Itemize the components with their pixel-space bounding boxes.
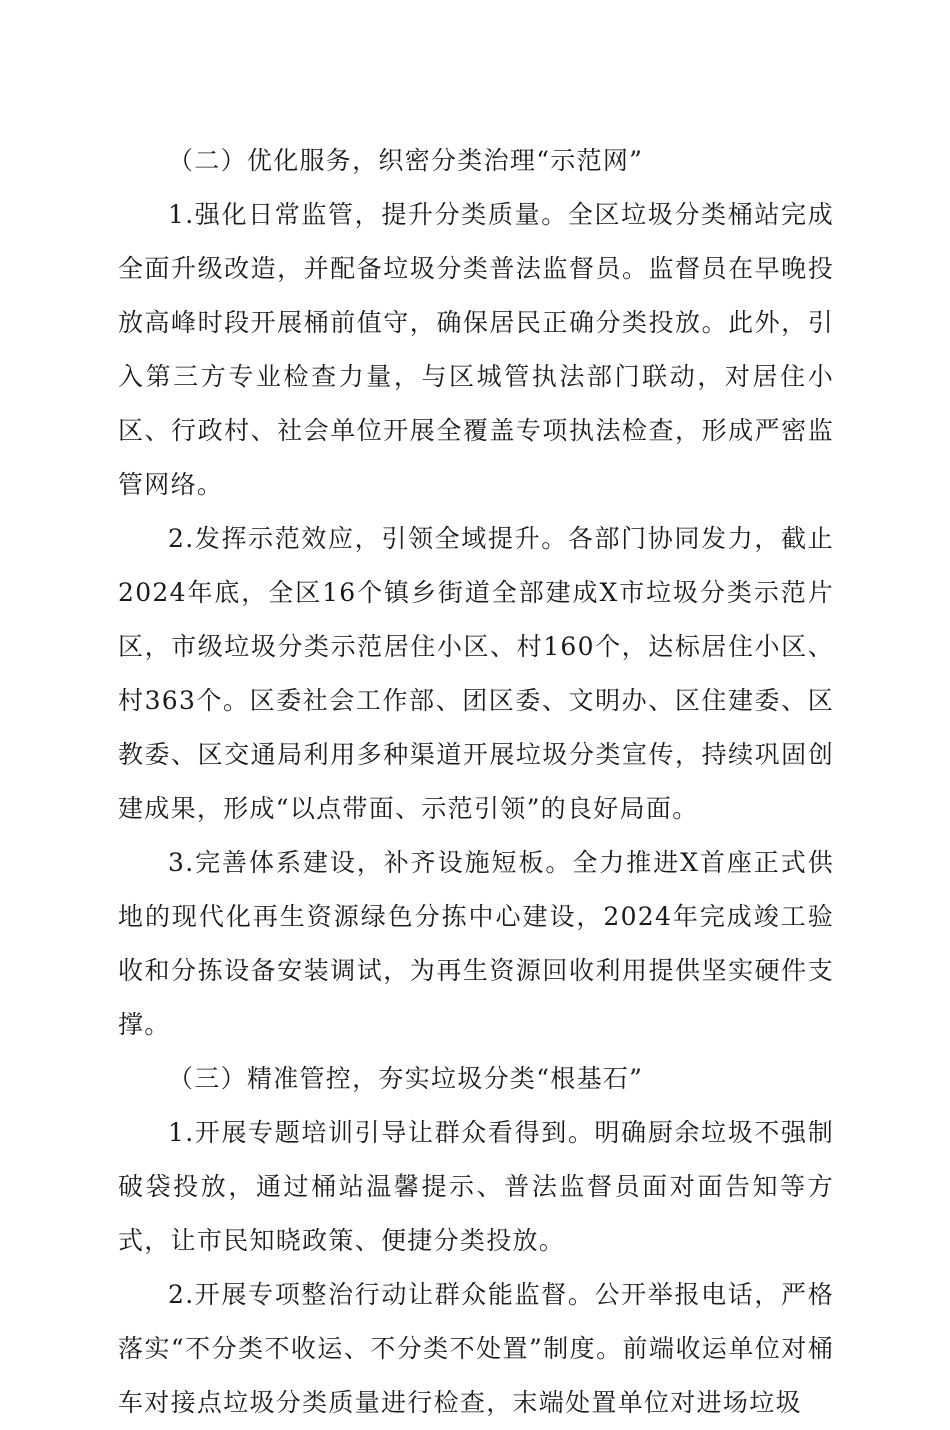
paragraph-2-1: 1.强化日常监管，提升分类质量。全区垃圾分类桶站完成全面升级改造，并配备垃圾分类普法监督员。监督员在早晚投放高峰时段开展桶前值守，确保居民正确分类投放。此外，引入第三方专业检查力量，与区城管执法部门联动，对居住小区、行政村、社会单位开展全覆盖专项执法检查，形成严密监管网络。: [118, 200, 834, 499]
paragraph-3-2: 2.开展专项整治行动让群众能监督。公开举报电话，严格落实“不分类不收运、不分类不处置”制度。前端收运单位对桶车对接点垃圾分类质量进行检查，末端处置单位对进场垃圾: [118, 1280, 834, 1417]
section-heading-2: （二）优化服务，织密分类治理“示范网”: [168, 146, 644, 175]
paragraph-2-2: 2.发挥示范效应，引领全域提升。各部门协同发力，截止2024年底，全区16个镇乡街道全部建成X市垃圾分类示范片区，市级垃圾分类示范居住小区、村160个，达标居住小区、村363个。区委社会工作部、团区委、文明办、区住建委、区教委、区交通局利用多种渠道开展垃圾分类宣传，持续巩固创建成果，形成“以点带面、示范引领”的良好局面。: [118, 524, 834, 823]
section-heading-3: （三）精准管控，夯实垃圾分类“根基石”: [168, 1064, 644, 1093]
document-body: [118, 134, 834, 1430]
paragraph-2-3: 3.完善体系建设，补齐设施短板。全力推进X首座正式供地的现代化再生资源绿色分拣中心建设，2024年完成竣工验收和分拣设备安装调试，为再生资源回收利用提供坚实硬件支撑。: [118, 848, 834, 1039]
paragraph-3-1: 1.开展专题培训引导让群众看得到。明确厨余垃圾不强制破袋投放，通过桶站温馨提示、普法监督员面对面告知等方式，让市民知晓政策、便捷分类投放。: [118, 1118, 834, 1255]
